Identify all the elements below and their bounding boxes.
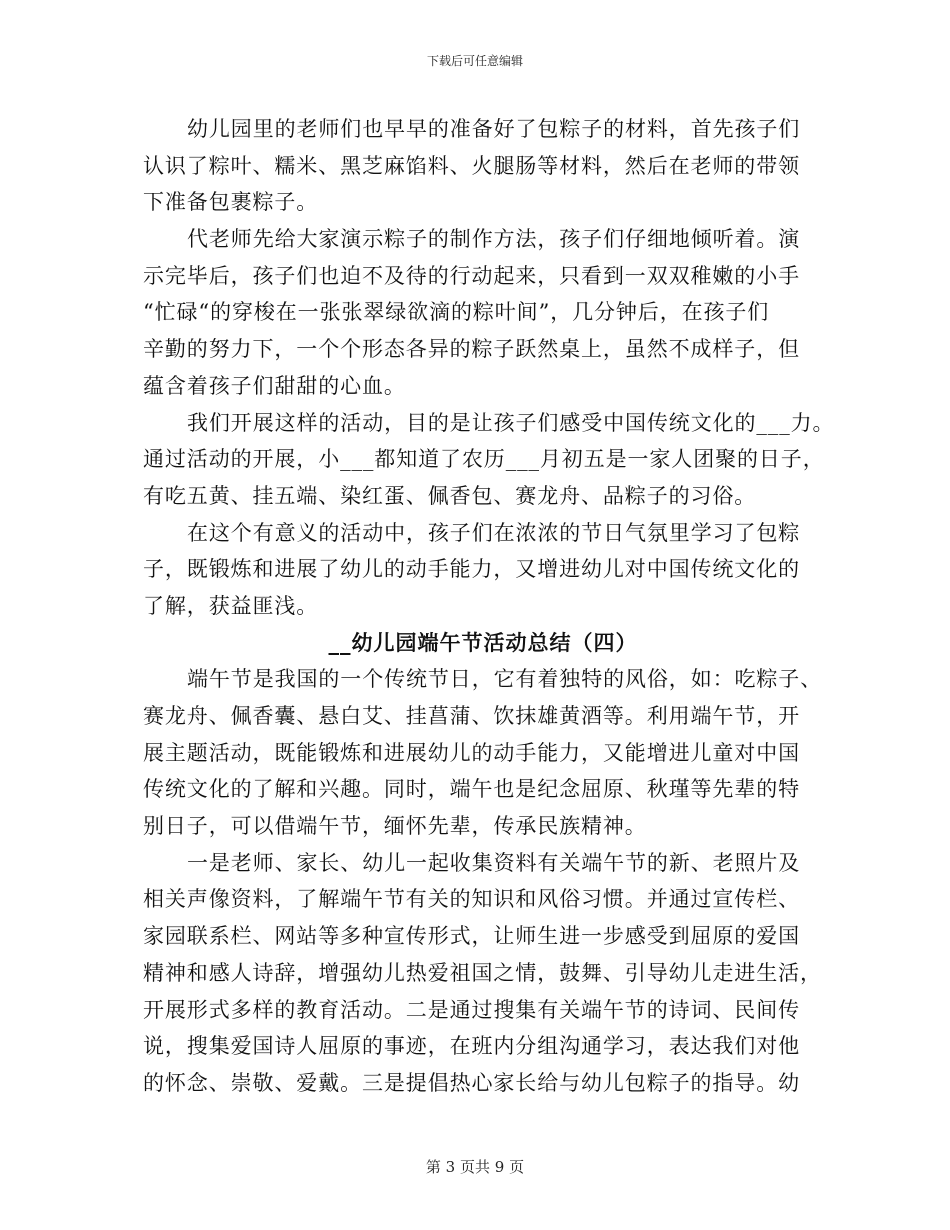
paragraph-line: 辛勤的努力下，一个个形态各异的粽子跃然桌上，虽然不成样子，但 (143, 337, 800, 362)
paragraph-line: 蕴含着孩子们甜甜的心血。 (143, 373, 406, 398)
paragraph-line: 的怀念、崇敬、爱戴。三是提倡热心家长给与幼儿包粽子的指导。幼 (143, 1070, 800, 1095)
paragraph-line: 在这个有意义的活动中，孩子们在浓浓的节日气氛里学习了包粽 (187, 520, 801, 545)
paragraph-line: 下准备包裹粽子。 (143, 190, 319, 215)
paragraph-line: 精神和感人诗辞，增强幼儿热爱祖国之情，鼓舞、引导幼儿走进生活， (143, 960, 822, 985)
section-title: __幼儿园端午节活动总结（四） (328, 629, 638, 655)
paragraph-line: 通过活动的开展，小___都知道了农历___月初五是一家人团聚的日子， (143, 447, 825, 472)
paragraph-line: “忙碌“的穿梭在一张张翠绿欲滴的粽叶间”，几分钟后，在孩子们 (143, 300, 770, 325)
paragraph-line: 相关声像资料，了解端午节有关的知识和风俗习惯。并通过宣传栏、 (143, 887, 800, 912)
paragraph-line: 代老师先给大家演示粽子的制作方法，孩子们仔细地倾听着。演 (187, 227, 801, 252)
paragraph-line: 开展形式多样的教育活动。二是通过搜集有关端午节的诗词、民间传 (143, 997, 800, 1022)
page-header: 下载后可任意编辑 (426, 54, 523, 68)
paragraph-line: 了解，获益匪浅。 (143, 593, 319, 618)
paragraph-line: 示完毕后，孩子们也迫不及待的行动起来，只看到一双双稚嫩的小手 (143, 263, 800, 288)
document-body (143, 111, 835, 1102)
paragraph-line: 传统文化的了解和兴趣。同时，端午也是纪念屈原、秋瑾等先辈的特 (143, 777, 800, 802)
paragraph-line: 一是老师、家长、幼儿一起收集资料有关端午节的新、老照片及 (187, 850, 801, 875)
paragraph-line: 展主题活动，既能锻炼和进展幼儿的动手能力，又能增进儿童对中国 (143, 740, 800, 765)
paragraph-line: 说，搜集爱国诗人屈原的事迹，在班内分组沟通学习，表达我们对他 (143, 1034, 800, 1059)
paragraph-line: 我们开展这样的活动，目的是让孩子们感受中国传统文化的___力。 (187, 410, 835, 435)
paragraph-line: 子，既锻炼和进展了幼儿的动手能力，又增进幼儿对中国传统文化的 (143, 557, 800, 582)
paragraph-line: 家园联系栏、网站等多种宣传形式，让师生进一步感受到屈原的爱国 (143, 924, 800, 949)
paragraph-line: 端午节是我国的一个传统节日，它有着独特的风俗，如：吃粽子、 (187, 667, 823, 692)
paragraph-line: 赛龙舟、佩香囊、悬白艾、挂菖蒲、饮抹雄黄酒等。利用端午节，开 (143, 704, 800, 728)
paragraph-line: 幼儿园里的老师们也早早的准备好了包粽子的材料，首先孩子们 (187, 117, 801, 141)
page-footer: 第 3 页共 9 页 (425, 1158, 525, 1176)
paragraph-line: 认识了粽叶、糯米、黑芝麻馅料、火腿肠等材料，然后在老师的带领 (143, 153, 800, 178)
paragraph-line: 有吃五黄、挂五端、染红蛋、佩香包、赛龙舟、品粽子的习俗。 (143, 483, 757, 508)
paragraph-line: 别日子，可以借端午节，缅怀先辈，传承民族精神。 (143, 814, 647, 839)
